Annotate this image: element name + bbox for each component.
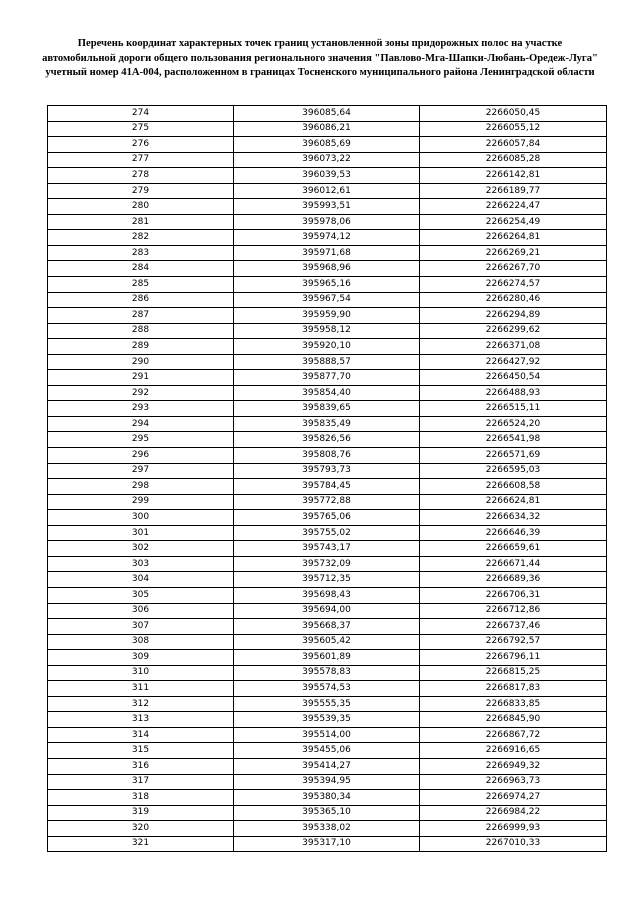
table-row	[48, 168, 607, 184]
x-coordinate-cell: 395854,40	[234, 385, 420, 401]
point-number-cell: 292	[48, 385, 234, 401]
y-coordinate-cell: 2266294,89	[420, 308, 607, 324]
table-row	[48, 525, 607, 541]
table-row	[48, 665, 607, 681]
table-row	[48, 261, 607, 277]
x-coordinate-cell: 396085,64	[234, 106, 420, 122]
x-coordinate-cell: 395978,06	[234, 214, 420, 230]
x-coordinate-cell: 395888,57	[234, 354, 420, 370]
x-coordinate-cell: 395839,65	[234, 401, 420, 417]
table-row	[48, 432, 607, 448]
x-coordinate-cell: 395317,10	[234, 836, 420, 852]
x-coordinate-cell: 395958,12	[234, 323, 420, 339]
x-coordinate-cell: 396012,61	[234, 183, 420, 199]
x-coordinate-cell: 395765,06	[234, 510, 420, 526]
table-row	[48, 245, 607, 261]
table-row	[48, 463, 607, 479]
y-coordinate-cell: 2266189,77	[420, 183, 607, 199]
y-coordinate-cell: 2266050,45	[420, 106, 607, 122]
point-number-cell: 302	[48, 541, 234, 557]
y-coordinate-cell: 2266999,93	[420, 821, 607, 837]
point-number-cell: 279	[48, 183, 234, 199]
y-coordinate-cell: 2266659,61	[420, 541, 607, 557]
table-row	[48, 634, 607, 650]
x-coordinate-cell: 395712,35	[234, 572, 420, 588]
x-coordinate-cell: 395732,09	[234, 556, 420, 572]
x-coordinate-cell: 395793,73	[234, 463, 420, 479]
x-coordinate-cell: 395968,96	[234, 261, 420, 277]
y-coordinate-cell: 2266371,08	[420, 339, 607, 355]
y-coordinate-cell: 2266845,90	[420, 712, 607, 728]
table-row	[48, 121, 607, 137]
x-coordinate-cell: 395605,42	[234, 634, 420, 650]
x-coordinate-cell: 395394,95	[234, 774, 420, 790]
point-number-cell: 283	[48, 245, 234, 261]
table-row	[48, 292, 607, 308]
point-number-cell: 319	[48, 805, 234, 821]
point-number-cell: 305	[48, 587, 234, 603]
y-coordinate-cell: 2266817,83	[420, 681, 607, 697]
point-number-cell: 295	[48, 432, 234, 448]
table-row	[48, 821, 607, 837]
point-number-cell: 282	[48, 230, 234, 246]
table-row	[48, 214, 607, 230]
point-number-cell: 316	[48, 758, 234, 774]
x-coordinate-cell: 395574,53	[234, 681, 420, 697]
point-number-cell: 309	[48, 650, 234, 666]
point-number-cell: 275	[48, 121, 234, 137]
y-coordinate-cell: 2266524,20	[420, 416, 607, 432]
x-coordinate-cell: 395743,17	[234, 541, 420, 557]
point-number-cell: 290	[48, 354, 234, 370]
table-row	[48, 230, 607, 246]
point-number-cell: 298	[48, 479, 234, 495]
table-row	[48, 836, 607, 852]
x-coordinate-cell: 395784,45	[234, 479, 420, 495]
table-row	[48, 696, 607, 712]
point-number-cell: 300	[48, 510, 234, 526]
table-row	[48, 587, 607, 603]
y-coordinate-cell: 2266541,98	[420, 432, 607, 448]
point-number-cell: 307	[48, 619, 234, 635]
y-coordinate-cell: 2266299,62	[420, 323, 607, 339]
x-coordinate-cell: 395414,27	[234, 758, 420, 774]
y-coordinate-cell: 2266689,36	[420, 572, 607, 588]
point-number-cell: 320	[48, 821, 234, 837]
point-number-cell: 318	[48, 790, 234, 806]
table-row	[48, 774, 607, 790]
x-coordinate-cell: 395514,00	[234, 727, 420, 743]
x-coordinate-cell: 395974,12	[234, 230, 420, 246]
point-number-cell: 277	[48, 152, 234, 168]
point-number-cell: 308	[48, 634, 234, 650]
x-coordinate-cell: 395578,83	[234, 665, 420, 681]
y-coordinate-cell: 2266867,72	[420, 727, 607, 743]
point-number-cell: 286	[48, 292, 234, 308]
table-row	[48, 510, 607, 526]
y-coordinate-cell: 2266224,47	[420, 199, 607, 215]
x-coordinate-cell: 395365,10	[234, 805, 420, 821]
x-coordinate-cell: 395959,90	[234, 308, 420, 324]
y-coordinate-cell: 2266796,11	[420, 650, 607, 666]
table-row	[48, 603, 607, 619]
point-number-cell: 312	[48, 696, 234, 712]
point-number-cell: 317	[48, 774, 234, 790]
coordinates-table	[47, 105, 607, 852]
y-coordinate-cell: 2266571,69	[420, 448, 607, 464]
y-coordinate-cell: 2266646,39	[420, 525, 607, 541]
table-row	[48, 541, 607, 557]
y-coordinate-cell: 2266792,57	[420, 634, 607, 650]
x-coordinate-cell: 395338,02	[234, 821, 420, 837]
point-number-cell: 288	[48, 323, 234, 339]
x-coordinate-cell: 395455,06	[234, 743, 420, 759]
table-row	[48, 354, 607, 370]
point-number-cell: 284	[48, 261, 234, 277]
point-number-cell: 294	[48, 416, 234, 432]
y-coordinate-cell: 2266254,49	[420, 214, 607, 230]
document-title: Перечень координат характерных точек границ установленной зоны придорожных полос на участке автомобильной дороги общего пользования регионального значения "Павлово-Мга-Шапки-Любань-Оредеж-Луга" учетный номер 41А-004, расположенном в границах Тосненского муниципального района Ленинградской области	[42, 38, 598, 79]
table-row	[48, 681, 607, 697]
x-coordinate-cell: 395772,88	[234, 494, 420, 510]
y-coordinate-cell: 2266712,86	[420, 603, 607, 619]
x-coordinate-cell: 396039,53	[234, 168, 420, 184]
table-row	[48, 790, 607, 806]
x-coordinate-cell: 395993,51	[234, 199, 420, 215]
point-number-cell: 276	[48, 137, 234, 153]
table-row	[48, 448, 607, 464]
x-coordinate-cell: 395539,35	[234, 712, 420, 728]
x-coordinate-cell: 395668,37	[234, 619, 420, 635]
x-coordinate-cell: 395755,02	[234, 525, 420, 541]
y-coordinate-cell: 2266280,46	[420, 292, 607, 308]
table-row	[48, 805, 607, 821]
y-coordinate-cell: 2266815,25	[420, 665, 607, 681]
y-coordinate-cell: 2266634,32	[420, 510, 607, 526]
y-coordinate-cell: 2266737,46	[420, 619, 607, 635]
y-coordinate-cell: 2266595,03	[420, 463, 607, 479]
point-number-cell: 306	[48, 603, 234, 619]
x-coordinate-cell: 395835,49	[234, 416, 420, 432]
table-row	[48, 199, 607, 215]
point-number-cell: 280	[48, 199, 234, 215]
coordinates-table-body	[48, 106, 607, 852]
table-row	[48, 370, 607, 386]
table-row	[48, 277, 607, 293]
point-number-cell: 303	[48, 556, 234, 572]
point-number-cell: 297	[48, 463, 234, 479]
y-coordinate-cell: 2266142,81	[420, 168, 607, 184]
y-coordinate-cell: 2266488,93	[420, 385, 607, 401]
table-row	[48, 152, 607, 168]
x-coordinate-cell: 395877,70	[234, 370, 420, 386]
table-row	[48, 323, 607, 339]
y-coordinate-cell: 2266055,12	[420, 121, 607, 137]
y-coordinate-cell: 2266515,11	[420, 401, 607, 417]
table-row	[48, 106, 607, 122]
x-coordinate-cell: 395694,00	[234, 603, 420, 619]
point-number-cell: 285	[48, 277, 234, 293]
table-row	[48, 401, 607, 417]
point-number-cell: 310	[48, 665, 234, 681]
x-coordinate-cell: 395920,10	[234, 339, 420, 355]
x-coordinate-cell: 395967,54	[234, 292, 420, 308]
y-coordinate-cell: 2266608,58	[420, 479, 607, 495]
x-coordinate-cell: 395601,89	[234, 650, 420, 666]
point-number-cell: 293	[48, 401, 234, 417]
table-row	[48, 479, 607, 495]
point-number-cell: 311	[48, 681, 234, 697]
point-number-cell: 278	[48, 168, 234, 184]
x-coordinate-cell: 395555,35	[234, 696, 420, 712]
y-coordinate-cell: 2266085,28	[420, 152, 607, 168]
point-number-cell: 304	[48, 572, 234, 588]
point-number-cell: 289	[48, 339, 234, 355]
point-number-cell: 291	[48, 370, 234, 386]
y-coordinate-cell: 2267010,33	[420, 836, 607, 852]
point-number-cell: 314	[48, 727, 234, 743]
table-row	[48, 339, 607, 355]
table-row	[48, 572, 607, 588]
y-coordinate-cell: 2266916,65	[420, 743, 607, 759]
x-coordinate-cell: 395698,43	[234, 587, 420, 603]
point-number-cell: 287	[48, 308, 234, 324]
x-coordinate-cell: 396085,69	[234, 137, 420, 153]
y-coordinate-cell: 2266267,70	[420, 261, 607, 277]
point-number-cell: 274	[48, 106, 234, 122]
x-coordinate-cell: 395971,68	[234, 245, 420, 261]
table-row	[48, 650, 607, 666]
point-number-cell: 299	[48, 494, 234, 510]
point-number-cell: 313	[48, 712, 234, 728]
x-coordinate-cell: 396073,22	[234, 152, 420, 168]
x-coordinate-cell: 395826,56	[234, 432, 420, 448]
y-coordinate-cell: 2266833,85	[420, 696, 607, 712]
y-coordinate-cell: 2266450,54	[420, 370, 607, 386]
y-coordinate-cell: 2266963,73	[420, 774, 607, 790]
table-row	[48, 556, 607, 572]
y-coordinate-cell: 2266671,44	[420, 556, 607, 572]
y-coordinate-cell: 2266269,21	[420, 245, 607, 261]
y-coordinate-cell: 2266984,22	[420, 805, 607, 821]
point-number-cell: 296	[48, 448, 234, 464]
x-coordinate-cell: 395965,16	[234, 277, 420, 293]
table-row	[48, 619, 607, 635]
point-number-cell: 321	[48, 836, 234, 852]
point-number-cell: 281	[48, 214, 234, 230]
table-row	[48, 712, 607, 728]
point-number-cell: 301	[48, 525, 234, 541]
y-coordinate-cell: 2266427,92	[420, 354, 607, 370]
table-row	[48, 494, 607, 510]
y-coordinate-cell: 2266706,31	[420, 587, 607, 603]
y-coordinate-cell: 2266057,84	[420, 137, 607, 153]
table-row	[48, 137, 607, 153]
x-coordinate-cell: 395808,76	[234, 448, 420, 464]
table-row	[48, 416, 607, 432]
x-coordinate-cell: 395380,34	[234, 790, 420, 806]
point-number-cell: 315	[48, 743, 234, 759]
y-coordinate-cell: 2266274,57	[420, 277, 607, 293]
table-row	[48, 183, 607, 199]
table-row	[48, 308, 607, 324]
table-row	[48, 385, 607, 401]
y-coordinate-cell: 2266949,32	[420, 758, 607, 774]
y-coordinate-cell: 2266264,81	[420, 230, 607, 246]
table-row	[48, 743, 607, 759]
x-coordinate-cell: 396086,21	[234, 121, 420, 137]
y-coordinate-cell: 2266974,27	[420, 790, 607, 806]
table-row	[48, 758, 607, 774]
y-coordinate-cell: 2266624,81	[420, 494, 607, 510]
table-row	[48, 727, 607, 743]
